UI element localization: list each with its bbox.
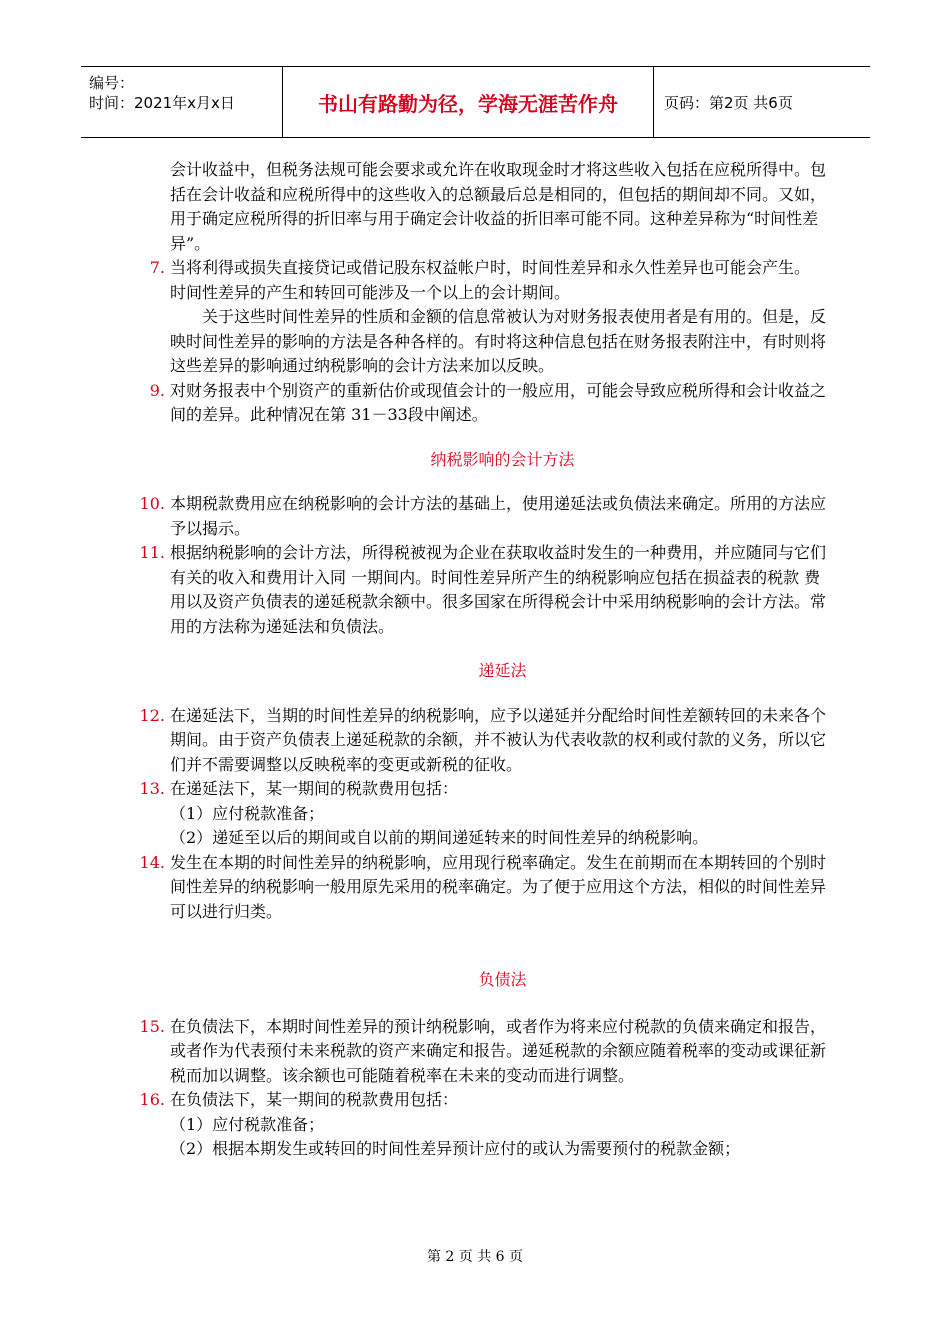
paragraph-13 [139, 777, 835, 802]
paragraph-text: 本期税款费用应在纳税影响的会计方法的基础上，使用递延法或负债法来确定。所用的方法应予以揭示。 [170, 494, 827, 538]
list-item: （2）递延至以后的期间或自以前的期间递延转来的时间性差异的纳税影响。 [170, 828, 709, 847]
document-header [81, 66, 870, 138]
header-meta [81, 67, 283, 137]
paragraph-text: 根据纳税影响的会计方法，所得税被视为企业在获取收益时发生的一种费用，并应随同与它们有关的收入和费用计入同 一期间内。时间性差异所产生的纳税影响应包括在损益表的税款 费用以及资产负债表的递延税款余额中。很多国家在所得税会计中采用纳税影响的会计方法。常用的方法称为递延法和负债法。 [170, 543, 827, 636]
paragraph-number: 13. [139, 779, 165, 798]
paragraph-text: 在负债法下，本期时间性差异的预计纳税影响，或者作为将来应付税款的负债来确定和报告，或者作为代表预付未来税款的资产来确定和报告。递延税款的余额应随着税率的变动或课征新税而加以调整。该余额也可能随着税率在未来的变动而进行调整。 [170, 1016, 827, 1085]
paragraph-11 [139, 541, 835, 639]
paragraph-9 [149, 379, 835, 428]
code-label: 编号： [89, 74, 135, 92]
paragraph-text: 在递延法下，当期的时间性差异的纳税影响，应予以递延并分配给时间性差额转回的未来各个期间。由于资产负债表上递延税款的余额，并不被认为代表收款的权利或付款的义务，所以它们并不需要调整以反映税率的变更或新税的征收。 [170, 705, 827, 774]
time-label: 时间：2021年x月x日 [89, 94, 235, 112]
paragraph-text: 在负债法下，某一期间的税款费用包括： [170, 1090, 459, 1109]
list-item: （2）根据本期发生或转回的时间性差异预计应付的或认为需要预付的税款金额； [170, 1139, 741, 1158]
paragraph-16 [139, 1088, 835, 1113]
paragraph-text: 在递延法下，某一期间的税款费用包括： [170, 779, 459, 798]
section-heading-deferral: 递延法 [478, 661, 527, 680]
page-footer: 第 2 页 共 6 页 [426, 1249, 524, 1265]
paragraph-number: 15. [139, 1016, 165, 1036]
section-heading-tax-effect: 纳税影响的会计方法 [430, 449, 575, 469]
header-page-info: 页码：第2页 共6页 [664, 93, 793, 112]
paragraph-7-continued: 时间性差异的产生和转回可能涉及一个以上的会计期间。 [170, 282, 571, 302]
paragraph-number: 16. [139, 1090, 165, 1109]
list-item: （1）应付税款准备； [170, 803, 325, 823]
list-item: （1）应付税款准备； [170, 1114, 325, 1134]
paragraph-text: 当将利得或损失直接贷记或借记股东权益帐户时，时间性差异和永久性差异也可能会产生。 [170, 258, 811, 277]
paragraph-number: 9. [149, 380, 165, 400]
paragraph-number: 10. [139, 494, 165, 513]
paragraph-number: 14. [139, 852, 165, 872]
paragraph-text: 对财务报表中个别资产的重新估价或现值会计的一般应用，可能会导致应税所得和会计收益之间的差异。此种情况在第 31－33段中阐述。 [170, 380, 827, 424]
paragraph-15 [139, 1015, 835, 1089]
section-heading-liability: 负债法 [478, 970, 527, 989]
paragraph-number: 7. [149, 258, 165, 277]
paragraph-14 [139, 851, 835, 925]
document-body [139, 158, 835, 1162]
paragraph-text: 发生在本期的时间性差异的纳税影响，应用现行税率确定。发生在前期而在本期转回的个别时间性差异的纳税影响一般用原先采用的税率确定。为了便于应用这个方法，相似的时间性差异可以进行归类。 [170, 852, 827, 921]
paragraph-8: 关于这些时间性差异的性质和金额的信息常被认为对财务报表使用者是有用的。但是，反映时间性差异的影响的方法是各种各样的。有时将这种信息包括在财务报表附注中，有时则将这些差异的影响通过纳税影响的会计方法来加以反映。 [170, 307, 827, 375]
paragraph-number: 11. [139, 543, 165, 562]
intro-paragraph: 会计收益中，但税务法规可能会要求或允许在收取现金时才将这些收入包括在应税所得中。包括在会计收益和应税所得中的这些收入的总额最后总是相同的，但包括的期间却不同。又如，用于确定应税所得的折旧率与用于确定会计收益的折旧率可能不同。这种差异称为“时间性差异”。 [170, 160, 827, 253]
paragraph-7 [149, 256, 835, 281]
header-motto: 书山有路勤为径，学海无涯苦作舟 [283, 67, 654, 137]
paragraph-number: 12. [139, 705, 165, 725]
paragraph-10 [139, 492, 835, 541]
paragraph-12 [139, 704, 835, 778]
